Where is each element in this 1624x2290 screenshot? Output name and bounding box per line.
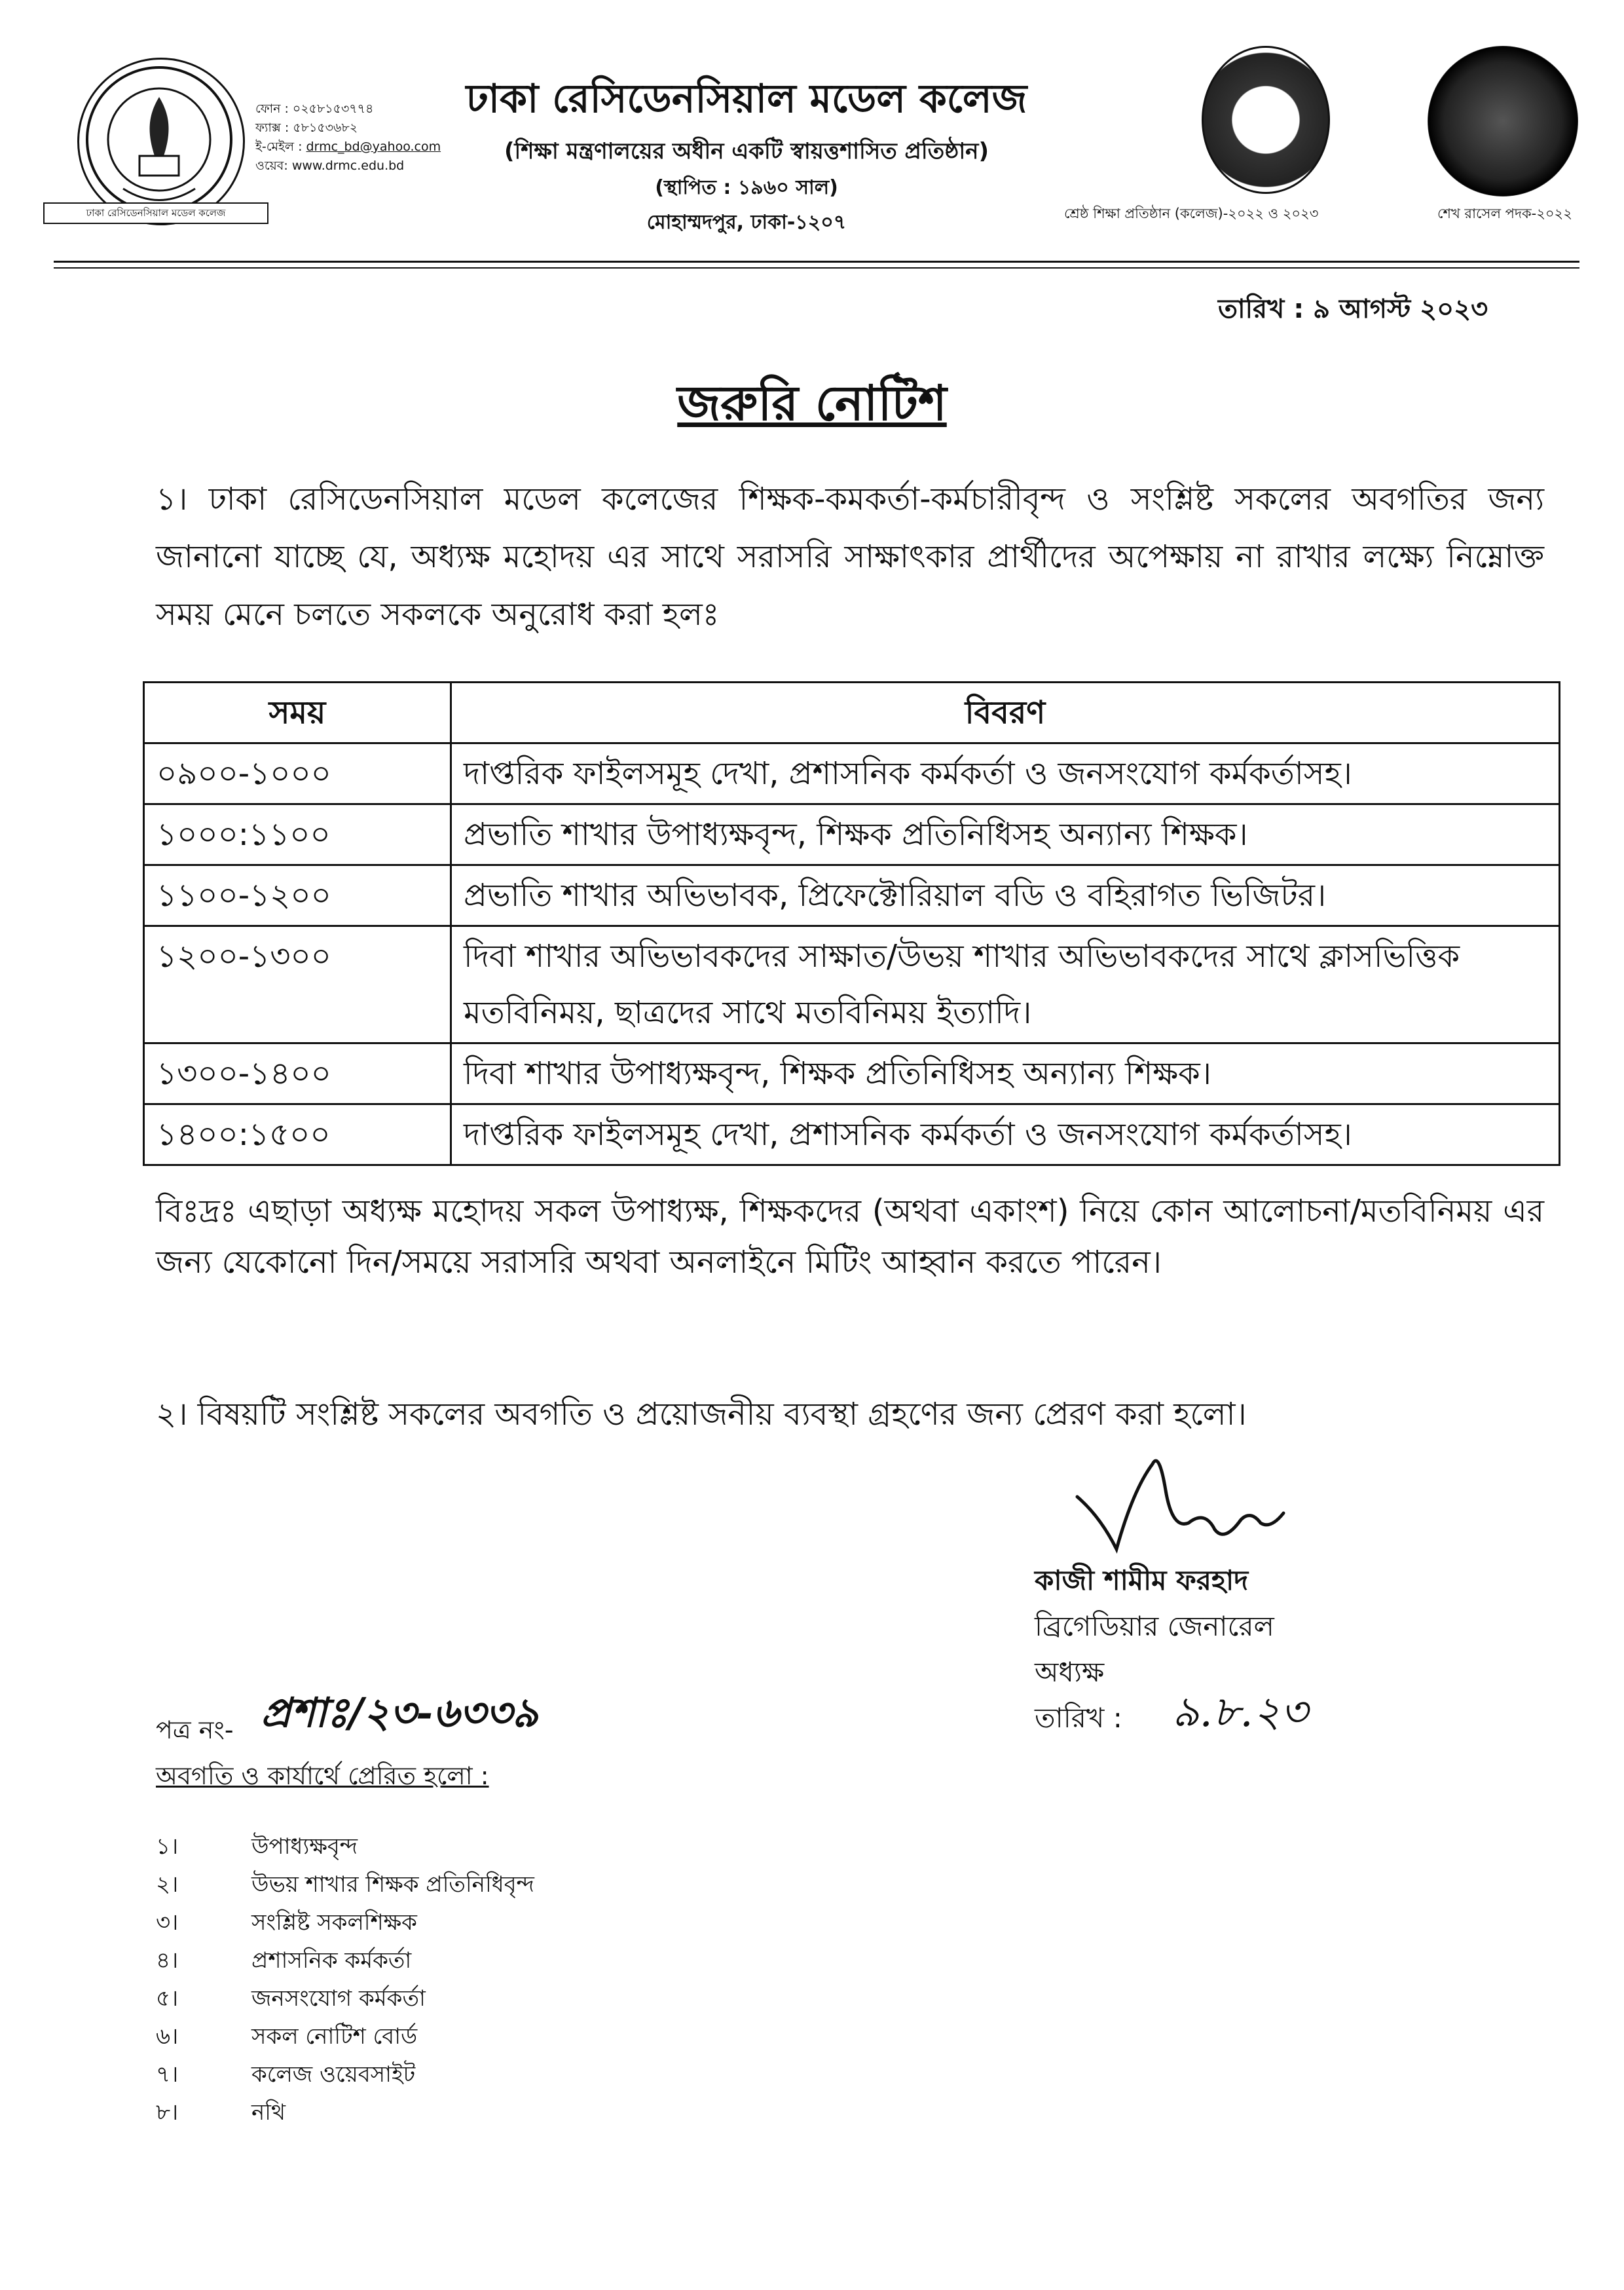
logo-banner: ঢাকা রেসিডেনসিয়াল মডেল কলেজ: [43, 202, 268, 224]
header-rule-2: [54, 267, 1579, 269]
cc-heading: অবগতি ও কার্যার্থে প্রেরিত হলো :: [156, 1761, 489, 1790]
award-badge-1: [1202, 46, 1330, 194]
college-logo: [77, 58, 245, 225]
description-cell: দিবা শাখার উপাধ্যক্ষবৃন্দ, শিক্ষক প্রতিনিধিসহ অন্যান্য শিক্ষক।: [451, 1043, 1560, 1104]
list-number: ৬।: [156, 2023, 179, 2050]
signature-scrawl: [1074, 1451, 1297, 1562]
website[interactable]: ওয়েব: www.drmc.edu.bd: [255, 159, 405, 173]
time-cell: ১১০০-১২০০: [144, 865, 451, 926]
description-cell: দিবা শাখার অভিভাবকদের সাক্ষাত/উভয় শাখার অভিভাবকদের সাথে ক্লাসভিত্তিক মতবিনিময়, ছাত্রদের সাথে মতবিনিময় ইত্যাদি।: [451, 926, 1560, 1043]
list-item: [156, 1828, 745, 1866]
memo-number-handwritten: প্রশাঃ/২৩-৬৩৩৯: [261, 1689, 539, 1736]
phone: ফোন : ০২৫৮১৫৩৭৭৪: [255, 102, 374, 116]
header-rule: [54, 261, 1579, 263]
notice-title: জরুরি নোটিশ: [677, 375, 947, 432]
email-link[interactable]: drmc_bd@yahoo.com: [306, 140, 441, 154]
award-1-caption: শ্রেষ্ঠ শিক্ষা প্রতিষ্ঠান (কলেজ)-২০২২ ও ২০২৩: [1064, 206, 1319, 221]
list-item: [156, 1942, 745, 1980]
table-row: [144, 1104, 1560, 1165]
schedule-table: [143, 681, 1560, 1166]
award-badge-2: [1428, 46, 1578, 197]
list-number: ১।: [156, 1833, 179, 1860]
column-header-time: সময়: [144, 683, 451, 743]
description-cell: প্রভাতি শাখার অভিভাবক, প্রিফেক্টোরিয়াল বডি ও বহিরাগত ভিজিটর।: [451, 865, 1560, 926]
list-number: ৩।: [156, 1909, 179, 1936]
college-subtitle: (শিক্ষা মন্ত্রণালয়ের অধীন একটি স্বায়ত্তশাসিত প্রতিষ্ঠান): [504, 138, 989, 164]
signatory-designation: অধ্যক্ষ: [1035, 1656, 1105, 1688]
list-number: ২।: [156, 1871, 179, 1898]
table-row: [144, 865, 1560, 926]
list-text: কলেজ ওয়েবসাইট: [251, 2061, 416, 2088]
table-row: [144, 926, 1560, 1043]
list-text: সকল নোটিশ বোর্ড: [251, 2023, 418, 2050]
list-text: জনসংযোগ কর্মকর্তা: [251, 1985, 426, 2012]
signatory-name: কাজী শামীম ফরহাদ: [1035, 1564, 1249, 1596]
table-header-row: [144, 683, 1560, 743]
signature-date-handwritten: ৯.৮.২৩: [1172, 1688, 1308, 1736]
time-cell: ১০০০:১১০০: [144, 804, 451, 865]
list-number: ৫।: [156, 1985, 179, 2012]
address: মোহাম্মদপুর, ঢাকা-১২০৭: [646, 211, 847, 234]
list-number: ৪।: [156, 1947, 179, 1974]
list-text: উপাধ্যক্ষবৃন্দ: [251, 1833, 358, 1860]
list-text: সংশ্লিষ্ট সকলশিক্ষক: [251, 1909, 417, 1936]
description-cell: দাপ্তরিক ফাইলসমূহ দেখা, প্রশাসনিক কর্মকর্তা ও জনসংযোগ কর্মকর্তাসহ।: [451, 743, 1560, 804]
time-cell: ১৩০০-১৪০০: [144, 1043, 451, 1104]
memo-label: পত্র নং-: [156, 1716, 234, 1744]
list-number: ৭।: [156, 2061, 179, 2088]
list-item: [156, 1904, 745, 1942]
list-item: [156, 2055, 745, 2093]
list-text: উভয় শাখার শিক্ষক প্রতিনিধিবৃন্দ: [251, 1871, 534, 1898]
time-cell: ০৯০০-১০০০: [144, 743, 451, 804]
table-row: [144, 1043, 1560, 1104]
established: (স্থাপিত : ১৯৬০ সাল): [655, 176, 838, 199]
notice-date: তারিখ : ৯ আগস্ট ২০২৩: [1218, 294, 1488, 324]
description-cell: প্রভাতি শাখার উপাধ্যক্ষবৃন্দ, শিক্ষক প্রতিনিধিসহ অন্যান্য শিক্ষক।: [451, 804, 1560, 865]
list-item: [156, 1866, 745, 1904]
time-cell: ১২০০-১৩০০: [144, 926, 451, 1043]
description-cell: দাপ্তরিক ফাইলসমূহ দেখা, প্রশাসনিক কর্মকর্তা ও জনসংযোগ কর্মকর্তাসহ।: [451, 1104, 1560, 1165]
college-name: ঢাকা রেসিডেনসিয়াল মডেল কলেজ: [466, 76, 1027, 122]
note-paragraph: বিঃদ্রঃ এছাড়া অধ্যক্ষ মহোদয় সকল উপাধ্যক্ষ, শিক্ষকদের (অথবা একাংশ) নিয়ে কোন আলোচনা/মতবিনিময় এর জন্য যেকোনো দিন/সময়ে সরাসরি অথবা অনলাইনে মিটিং আহ্বান করতে পারেন।: [156, 1193, 1544, 1281]
paragraph-2: ২। বিষয়টি সংশ্লিষ্ট সকলের অবগতি ও প্রয়োজনীয় ব্যবস্থা গ্রহণের জন্য প্রেরণ করা হলো।: [156, 1396, 1247, 1433]
list-item: [156, 2018, 745, 2055]
list-number: ৮।: [156, 2099, 179, 2126]
list-item: [156, 1980, 745, 2018]
signature-date-label: তারিখ :: [1035, 1702, 1122, 1734]
fax: ফ্যাক্স : ৫৮১৫৩৬৮২: [255, 121, 358, 135]
signatory-rank: ব্রিগেডিয়ার জেনারেল: [1035, 1610, 1274, 1642]
email-label: ই-মেইল :: [255, 140, 303, 154]
table-row: [144, 804, 1560, 865]
list-item: [156, 2093, 745, 2131]
paragraph-1: ১। ঢাকা রেসিডেনসিয়াল মডেল কলেজের শিক্ষক-কমকর্তা-কর্মচারীবৃন্দ ও সংশ্লিষ্ট সকলের অবগতির জন্য জানানো যাচ্ছে যে, অধ্যক্ষ মহোদয় এর সাথে সরাসরি সাক্ষাৎকার প্রার্থীদের অপেক্ষায় না রাখার লক্ষ্যে নিম্নোক্ত সময় মেনে চলতে সকলকে অনুরোধ করা হলঃ: [156, 481, 1544, 633]
time-cell: ১৪০০:১৫০০: [144, 1104, 451, 1165]
column-header-description: বিবরণ: [451, 683, 1560, 743]
award-2-caption: শেখ রাসেল পদক-২০২২: [1437, 206, 1572, 221]
table-row: [144, 743, 1560, 804]
list-text: নথি: [251, 2099, 286, 2126]
recipient-list: [156, 1828, 745, 2131]
list-text: প্রশাসনিক কর্মকর্তা: [251, 1947, 412, 1974]
